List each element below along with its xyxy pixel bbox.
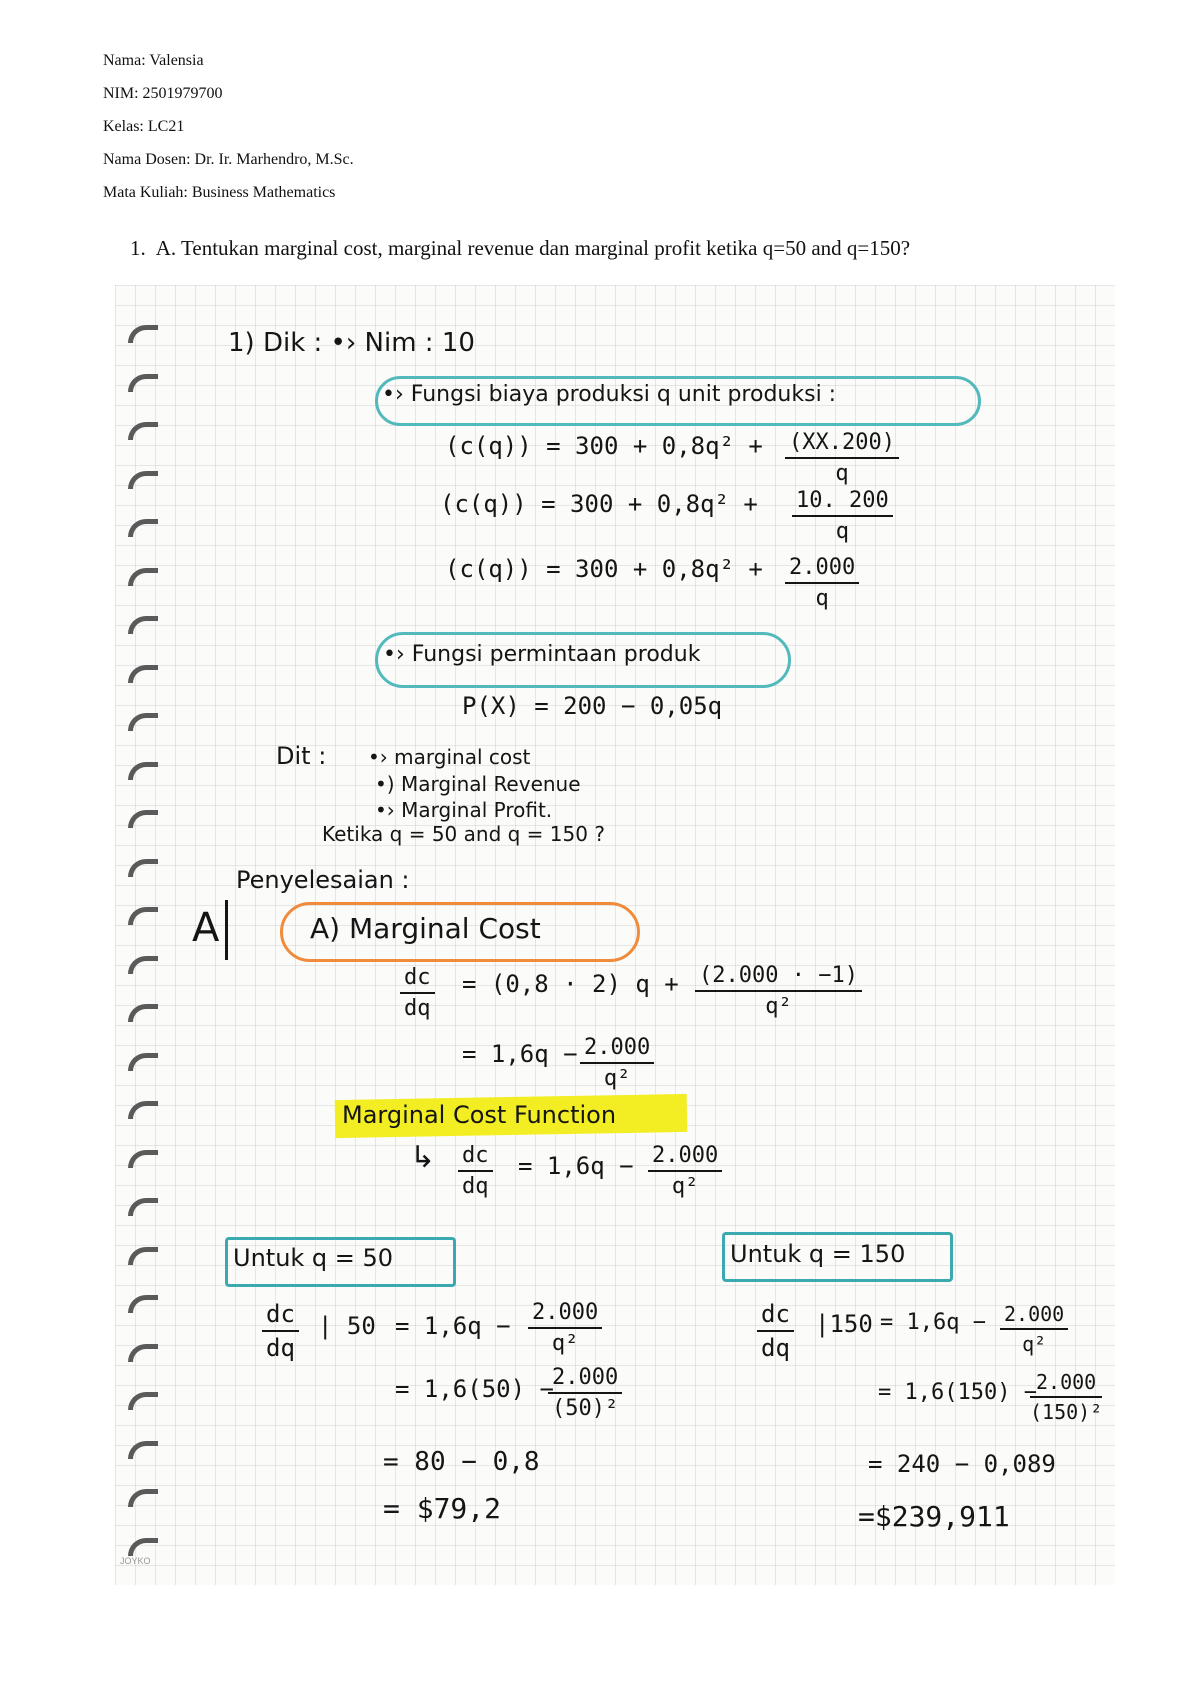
marginal-cost-function-label: Marginal Cost Function xyxy=(342,1101,617,1129)
q150-step-2-denominator: (150)² xyxy=(1030,1400,1103,1424)
q50-derivative xyxy=(262,1300,299,1362)
q50-label: Untuk q = 50 xyxy=(233,1244,394,1272)
derivative-step-1-denominator: q² xyxy=(765,994,792,1019)
derivative-step-2-denominator: q² xyxy=(603,1066,631,1091)
derivative-step-1: = (0,8 · 2) q + xyxy=(462,970,679,998)
question-text: A. Tentukan marginal cost, marginal revenue dan marginal profit ketika q=50 and q=150? xyxy=(155,236,911,260)
cost-eq-1-fraction xyxy=(785,430,899,486)
cost-eq-2-fraction xyxy=(792,488,893,544)
asked-item-marginal-revenue: •) Marginal Revenue xyxy=(375,772,581,796)
student-class: Kelas: LC21 xyxy=(103,118,185,135)
asked-condition: Ketika q = 50 and q = 150 ? xyxy=(322,822,605,846)
cost-eq-3-fraction xyxy=(785,555,859,611)
derivative-step-1-fraction xyxy=(695,963,862,1019)
q150-evaluate-at: |150 xyxy=(815,1310,873,1338)
q150-step-3: = 240 − 0,089 xyxy=(868,1450,1056,1478)
cost-eq-2: (c(q)) = 300 + 0,8q² + xyxy=(440,490,758,518)
q50-step-3: = 80 − 0,8 xyxy=(383,1447,540,1477)
question-number: 1. xyxy=(130,236,146,260)
mc-function-derivative-numerator: dc xyxy=(458,1143,493,1172)
demand-function-label: •› Fungsi permintaan produk xyxy=(383,642,701,667)
derivative-denominator: dq xyxy=(404,996,431,1021)
q150-step-1-denominator: q² xyxy=(1022,1332,1047,1356)
q150-label: Untuk q = 150 xyxy=(730,1240,906,1268)
cost-eq-3-denominator: q xyxy=(815,586,829,611)
mc-function-fraction xyxy=(648,1143,722,1199)
q150-derivative-denominator: dq xyxy=(761,1334,790,1362)
derivative-fraction xyxy=(400,965,435,1021)
derivative-step-2: = 1,6q − xyxy=(462,1040,578,1068)
marginal-cost-title: A) Marginal Cost xyxy=(310,912,541,945)
cost-eq-1-numerator: (XX.200) xyxy=(785,430,899,459)
q50-step-1-fraction xyxy=(528,1300,602,1356)
lecturer-name: Nama Dosen: Dr. Ir. Marhendro, M.Sc. xyxy=(103,151,354,168)
q50-step-1: = 1,6q − xyxy=(395,1312,511,1340)
cost-function-label: •› Fungsi biaya produksi q unit produksi : xyxy=(382,382,837,407)
derivative-step-2-numerator: 2.000 xyxy=(580,1035,654,1064)
mc-function-numerator: 2.000 xyxy=(648,1143,722,1172)
cost-eq-2-denominator: q xyxy=(835,519,849,544)
student-nim: NIM: 2501979700 xyxy=(103,85,223,102)
asked-item-marginal-cost: •› marginal cost xyxy=(368,745,531,769)
part-a-label: A xyxy=(192,905,220,951)
cost-eq-3-numerator: 2.000 xyxy=(785,555,859,584)
q150-step-2-fraction xyxy=(1030,1370,1102,1424)
student-name: Nama: Valensia xyxy=(103,52,204,69)
derivative-step-2-fraction xyxy=(580,1035,654,1091)
given-line: 1) Dik : •› Nim : 10 xyxy=(228,328,475,358)
q150-derivative-numerator: dc xyxy=(757,1300,794,1332)
q150-derivative xyxy=(757,1300,794,1362)
derivative-step-1-numerator: (2.000 · −1) xyxy=(695,963,862,992)
q150-step-1-fraction xyxy=(1000,1302,1068,1356)
q150-step-2: = 1,6(150) − xyxy=(878,1380,1037,1405)
cost-eq-3: (c(q)) = 300 + 0,8q² + xyxy=(445,555,763,583)
q50-step-1-numerator: 2.000 xyxy=(528,1300,602,1329)
cost-eq-1-denominator: q xyxy=(835,461,849,486)
asked-label: Dit : xyxy=(276,742,327,770)
q150-step-1-numerator: 2.000 xyxy=(1000,1302,1068,1330)
demand-equation: P(X) = 200 − 0,05q xyxy=(462,692,723,720)
q150-step-2-numerator: 2.000 xyxy=(1030,1370,1102,1398)
cost-eq-2-numerator: 10. 200 xyxy=(792,488,893,517)
solution-label: Penyelesaian : xyxy=(236,866,410,894)
mc-function-derivative xyxy=(458,1143,493,1199)
q50-step-2-numerator: 2.000 xyxy=(548,1365,622,1394)
course-name: Mata Kuliah: Business Mathematics xyxy=(103,184,336,201)
part-a-bracket xyxy=(225,900,228,960)
q50-derivative-denominator: dq xyxy=(266,1334,295,1362)
q150-result: =$239,911 xyxy=(858,1500,1010,1533)
q50-derivative-numerator: dc xyxy=(262,1300,299,1332)
q50-step-1-denominator: q² xyxy=(551,1331,579,1356)
q50-result: = $79,2 xyxy=(383,1492,502,1525)
question xyxy=(130,236,910,261)
arrow-icon: ↳ xyxy=(410,1140,436,1175)
q50-step-2-fraction xyxy=(548,1365,622,1421)
q150-step-1: = 1,6q − xyxy=(880,1310,986,1335)
mc-function-equation: = 1,6q − xyxy=(518,1152,634,1180)
q50-evaluate-at: | 50 xyxy=(318,1312,376,1340)
notebook-brand-mark: JOYKO xyxy=(120,1556,151,1566)
mc-function-derivative-denominator: dq xyxy=(462,1174,489,1199)
derivative-numerator: dc xyxy=(400,965,435,994)
q50-step-2: = 1,6(50) − xyxy=(395,1375,554,1403)
asked-item-marginal-profit: •› Marginal Profit. xyxy=(375,798,553,822)
mc-function-denominator: q² xyxy=(671,1174,699,1199)
q50-step-2-denominator: (50)² xyxy=(552,1396,619,1421)
cost-eq-1: (c(q)) = 300 + 0,8q² + xyxy=(445,432,763,460)
